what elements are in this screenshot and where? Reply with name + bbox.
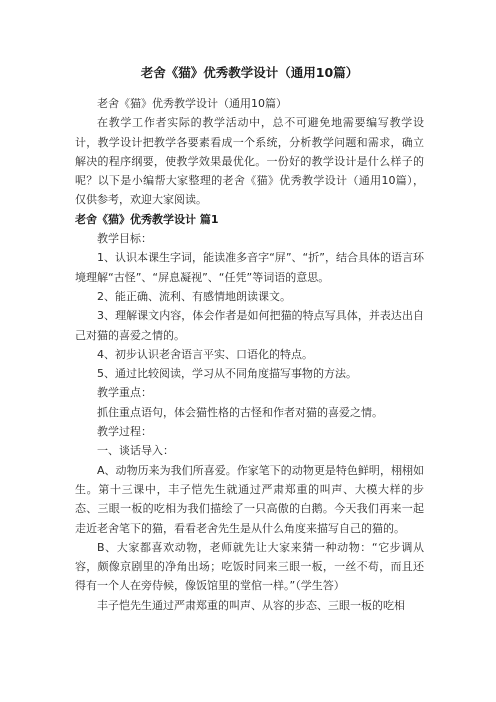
- body-paragraph: 1、认识本课生字词，能读准多音字“屏”、“折”，结合具体的语言环境理解“古怪”、“屏息凝视”、“任凭”等词语的意思。: [75, 251, 424, 284]
- body-paragraph: A、动物历来为我们所喜爱。作家笔下的动物更是特色鲜明，栩栩如生。第十三课中，丰子恺先生就通过严肃郑重的叫声、大模大样的步态、三眼一板的吃相为我们描绘了一只高傲的白鹅。今天我们再来一起走近老舍笔下的猫，看看老舍先生是从什么角度来描写自己的猫的。: [75, 463, 424, 535]
- document-title: 老舍《猫》优秀教学设计（通用10篇）: [140, 65, 359, 80]
- intro-paragraph: 在教学工作者实际的教学活动中，总不可避免地需要编写教学设计，教学设计把教学各要素看成一个系统，分析教学问题和需求，确立解决的程序纲要，使教学效果最优化。一份好的教学设计是什么样子的呢？以下是小编帮大家整理的老舍《猫》优秀教学设计（通用10篇），仅供参考，欢迎大家阅读。: [75, 116, 424, 207]
- body-paragraph: 抓住重点语句，体会猫性格的古怪和作者对猫的喜爱之情。: [97, 405, 383, 419]
- body-paragraph: 教学过程：: [97, 425, 152, 439]
- body-paragraph: 丰子恺先生通过严肃郑重的叫声、从容的步态、三眼一板的吃相: [97, 598, 405, 612]
- body-paragraph: B、大家都喜欢动物，老师就先让大家来猜一种动物：“它步调从容，颇像京剧里的净角出场；吃饭时同来三眼一板，一丝不苟，而且还得有一个人在旁侍候，像饭馆里的堂倌一样。”（学生答）: [75, 540, 424, 593]
- body-paragraph: 3、理解课文内容，体会作者是如何把猫的特点写具体，并表达出自己对猫的喜爱之情的。: [75, 309, 424, 342]
- body-paragraph: 4、初步认识老舍语言平实、口语化的特点。: [97, 347, 313, 361]
- body-paragraph: 2、能正确、流利、有感情地朗读课文。: [97, 289, 291, 303]
- body-paragraph: 一、谈话导入：: [97, 444, 174, 458]
- section-heading: 老舍《猫》优秀教学设计 篇1: [75, 212, 219, 226]
- body-paragraph: 教学目标：: [97, 232, 152, 246]
- body-paragraph: 教学重点：: [97, 386, 152, 400]
- subtitle-paragraph: 老舍《猫》优秀教学设计（通用10篇）: [97, 97, 287, 110]
- body-paragraph: 5、通过比较阅读，学习从不同角度描写事物的方法。: [97, 367, 357, 381]
